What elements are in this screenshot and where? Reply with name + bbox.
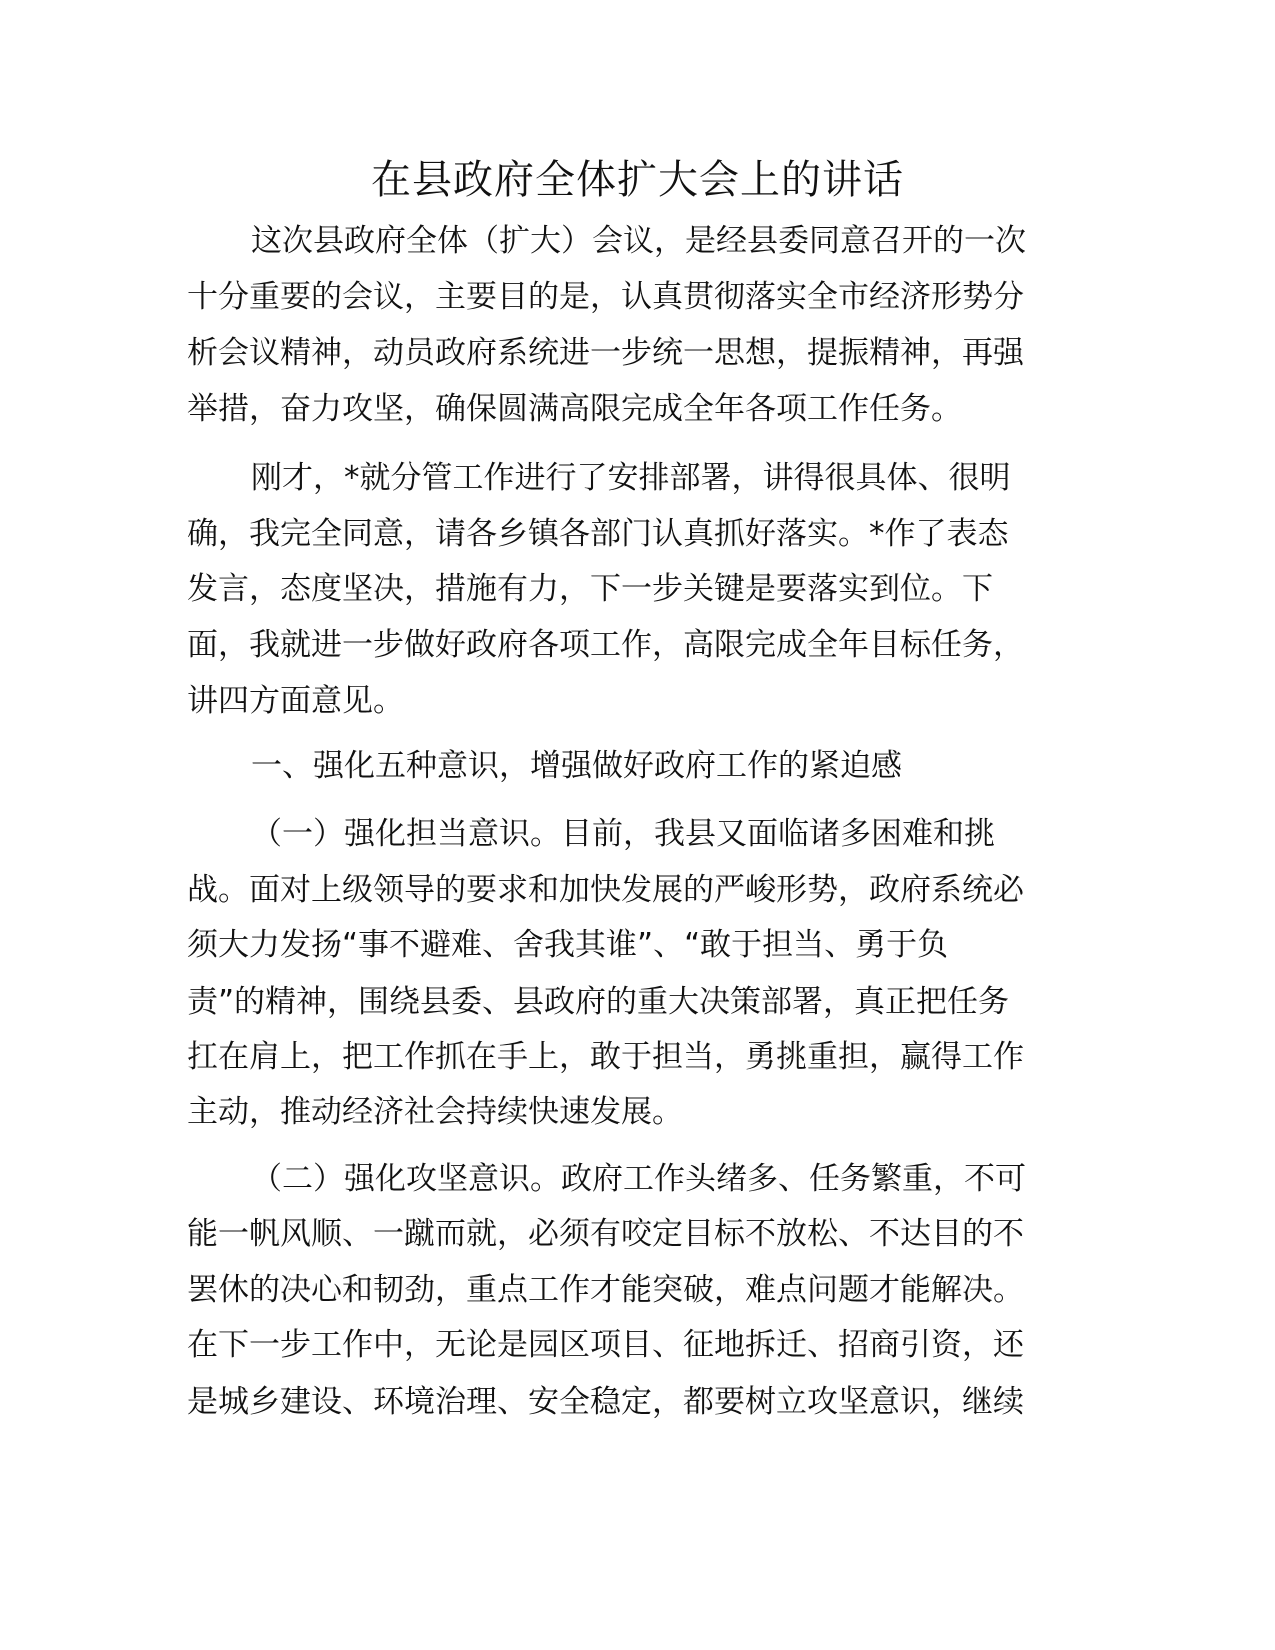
- section-heading-1: 一、强化五种意识，增强做好政府工作的紧迫感: [251, 748, 902, 784]
- paragraph-1-line-2: 十分重要的会议，主要目的是，认真贯彻落实全市经济形势分: [187, 279, 1024, 315]
- paragraph-4-line-1: （二）强化攻坚意识。政府工作头绪多、任务繁重，不可: [251, 1161, 1026, 1197]
- paragraph-4-line-2: 能一帆风顺、一蹴而就，必须有咬定目标不放松、不达目的不: [187, 1216, 1024, 1252]
- paragraph-3-line-3: 须大力发扬“事不避难、舍我其谁”、“敢于担当、勇于负: [187, 927, 949, 963]
- paragraph-4-line-5: 是城乡建设、环境治理、安全稳定，都要树立攻坚意识，继续: [187, 1384, 1024, 1420]
- paragraph-1-line-3: 析会议精神，动员政府系统进一步统一思想，提振精神，再强: [187, 335, 1024, 371]
- paragraph-2-line-4: 面，我就进一步做好政府各项工作，高限完成全年目标任务，: [187, 627, 1024, 663]
- paragraph-3-line-6: 主动，推动经济社会持续快速发展。: [187, 1094, 683, 1130]
- paragraph-2-line-1: 刚才，*就分管工作进行了安排部署，讲得很具体、很明: [251, 460, 1011, 496]
- paragraph-4-line-3: 罢休的决心和韧劲，重点工作才能突破，难点问题才能解决。: [187, 1272, 1024, 1308]
- paragraph-2-line-2: 确，我完全同意，请各乡镇各部门认真抓好落实。*作了表态: [187, 516, 1009, 552]
- paragraph-1-line-4: 举措，奋力攻坚，确保圆满高限完成全年各项工作任务。: [187, 391, 962, 427]
- paragraph-3-line-4: 责”的精神，围绕县委、县政府的重大决策部署，真正把任务: [187, 984, 1010, 1020]
- paragraph-3-line-2: 战。面对上级领导的要求和加快发展的严峻形势，政府系统必: [187, 872, 1024, 908]
- paragraph-3-line-5: 扛在肩上，把工作抓在手上，敢于担当，勇挑重担，赢得工作: [187, 1039, 1024, 1075]
- paragraph-2-line-3: 发言，态度坚决，措施有力，下一步关键是要落实到位。下: [187, 571, 993, 607]
- paragraph-2-line-5: 讲四方面意见。: [187, 683, 404, 719]
- paragraph-3-line-1: （一）强化担当意识。目前，我县又面临诸多困难和挑: [251, 816, 995, 852]
- paragraph-4-line-4: 在下一步工作中，无论是园区项目、征地拆迁、招商引资，还: [187, 1327, 1024, 1363]
- document-title: 在县政府全体扩大会上的讲话: [371, 157, 904, 203]
- paragraph-1-line-1: 这次县政府全体（扩大）会议，是经县委同意召开的一次: [251, 223, 1026, 259]
